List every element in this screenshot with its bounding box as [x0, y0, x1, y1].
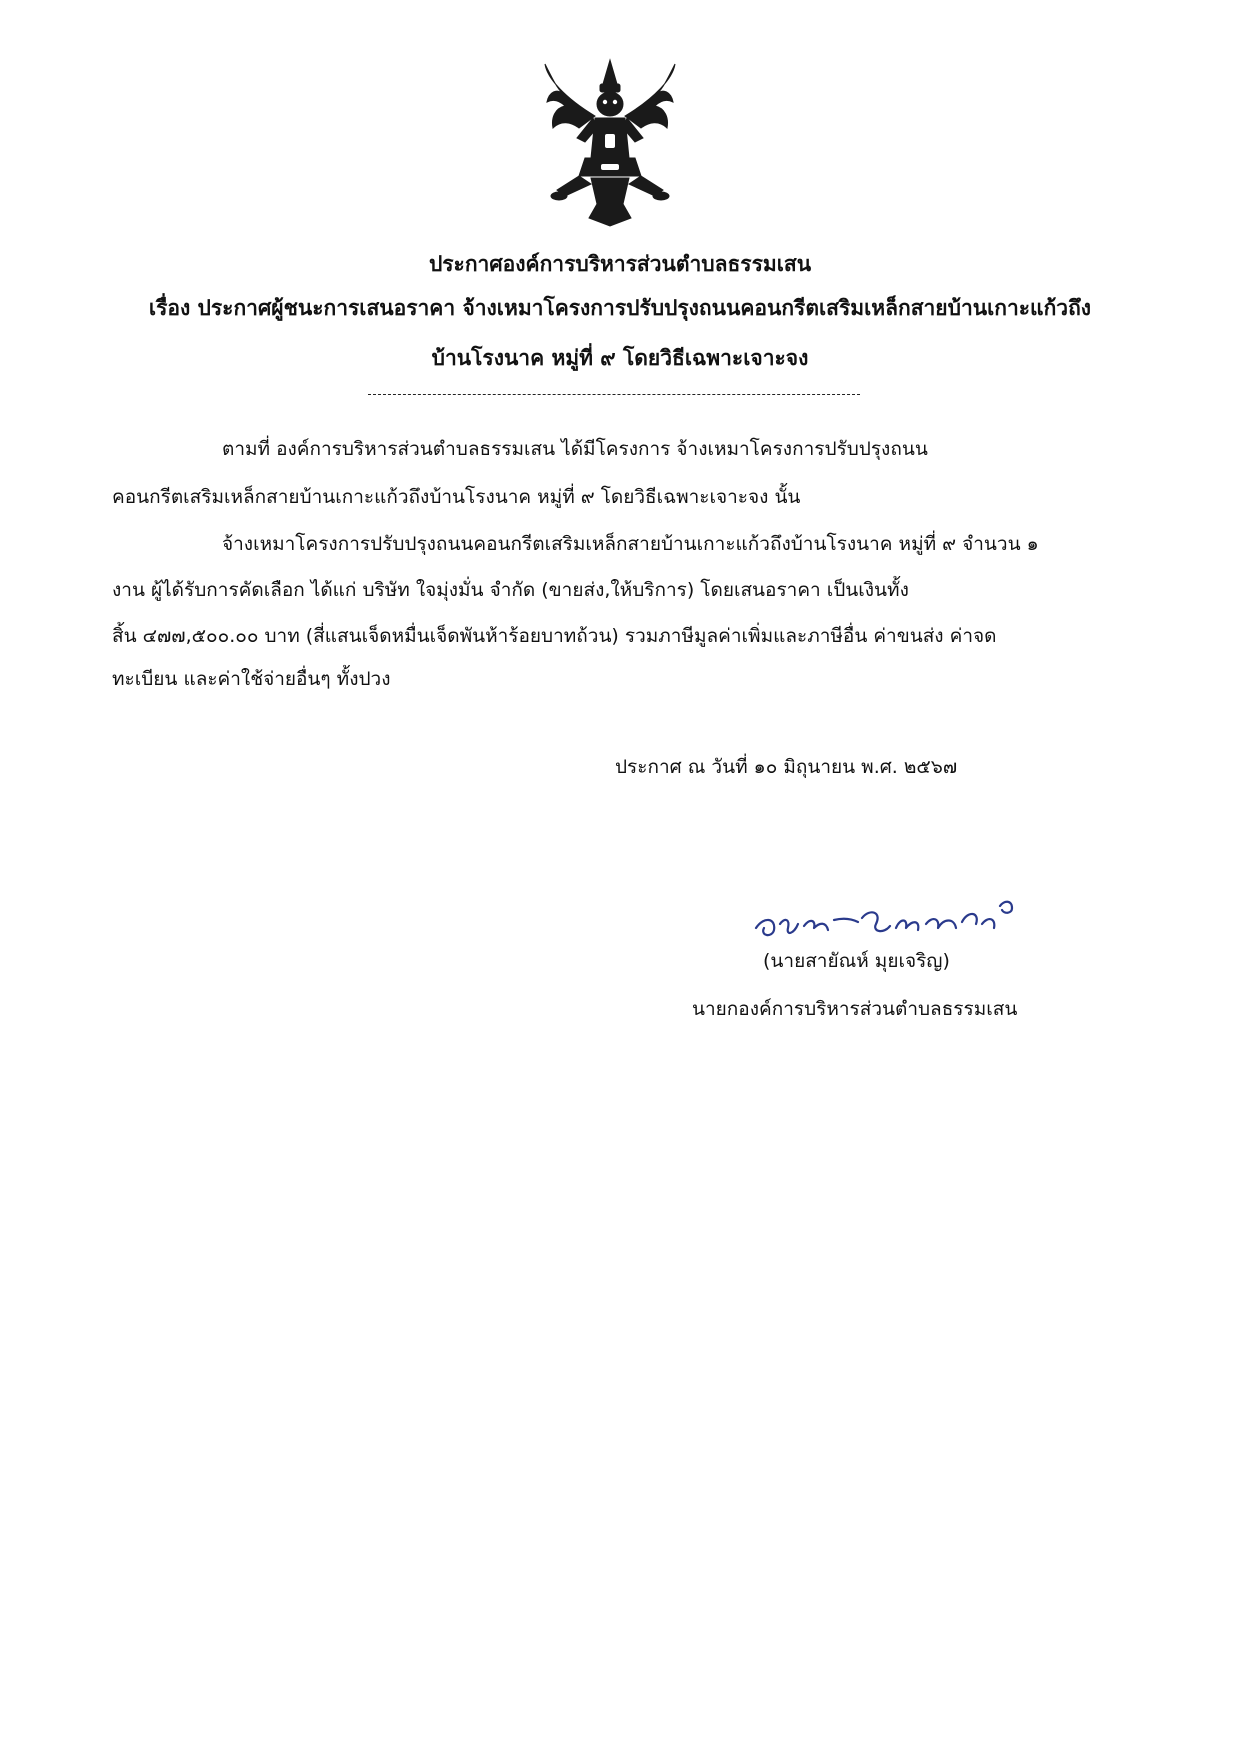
announcement-title: ประกาศองค์การบริหารส่วนตำบลธรรมเสน: [428, 252, 812, 276]
dashed-divider: [368, 394, 860, 395]
handwritten-signature: [750, 888, 1040, 948]
paragraph-2-line-4: ทะเบียน และค่าใช้จ่ายอื่นๆ ทั้งปวง: [112, 668, 391, 690]
paragraph-2-line-2: งาน ผู้ได้รับการคัดเลือก ได้แก่ บริษัท ใจมุ่งมั่น จำกัด (ขายส่ง,ให้บริการ) โดยเสนอราคา เป็นเงินทั้ง: [112, 579, 909, 601]
paragraph-2-line-3: สิ้น ๔๗๗,๕๐๐.๐๐ บาท (สี่แสนเจ็ดหมื่นเจ็ดพันห้าร้อยบาทถ้วน) รวมภาษีมูลค่าเพิ่มและภาษีอื่น ค่าขนส่ง ค่าจด: [112, 625, 997, 647]
garuda-emblem-icon: [535, 58, 685, 228]
paragraph-1-line-1: ตามที่ องค์การบริหารส่วนตำบลธรรมเสน ได้มีโครงการ จ้างเหมาโครงการปรับปรุงถนน: [222, 438, 928, 460]
paragraph-1-line-2: คอนกรีตเสริมเหล็กสายบ้านเกาะแก้วถึงบ้านโรงนาค หมู่ที่ ๙ โดยวิธีเฉพาะเจาะจง นั้น: [112, 486, 801, 508]
subject-line-1: เรื่อง ประกาศผู้ชนะการเสนอราคา จ้างเหมาโครงการปรับปรุงถนนคอนกรีตเสริมเหล็กสายบ้านเกาะแก้วถึง: [148, 296, 1092, 320]
paragraph-2-line-1: จ้างเหมาโครงการปรับปรุงถนนคอนกรีตเสริมเหล็กสายบ้านเกาะแก้วถึงบ้านโรงนาค หมู่ที่ ๙ จำนวน ๑: [222, 533, 1039, 555]
subject-line-2: บ้านโรงนาค หมู่ที่ ๙ โดยวิธีเฉพาะเจาะจง: [431, 346, 809, 370]
signatory-name: (นายสายัณห์ มุยเจริญ): [763, 950, 950, 972]
signatory-position: นายกองค์การบริหารส่วนตำบลธรรมเสน: [692, 998, 1018, 1020]
announcement-date: ประกาศ ณ วันที่ ๑๐ มิถุนายน พ.ศ. ๒๕๖๗: [615, 756, 958, 778]
